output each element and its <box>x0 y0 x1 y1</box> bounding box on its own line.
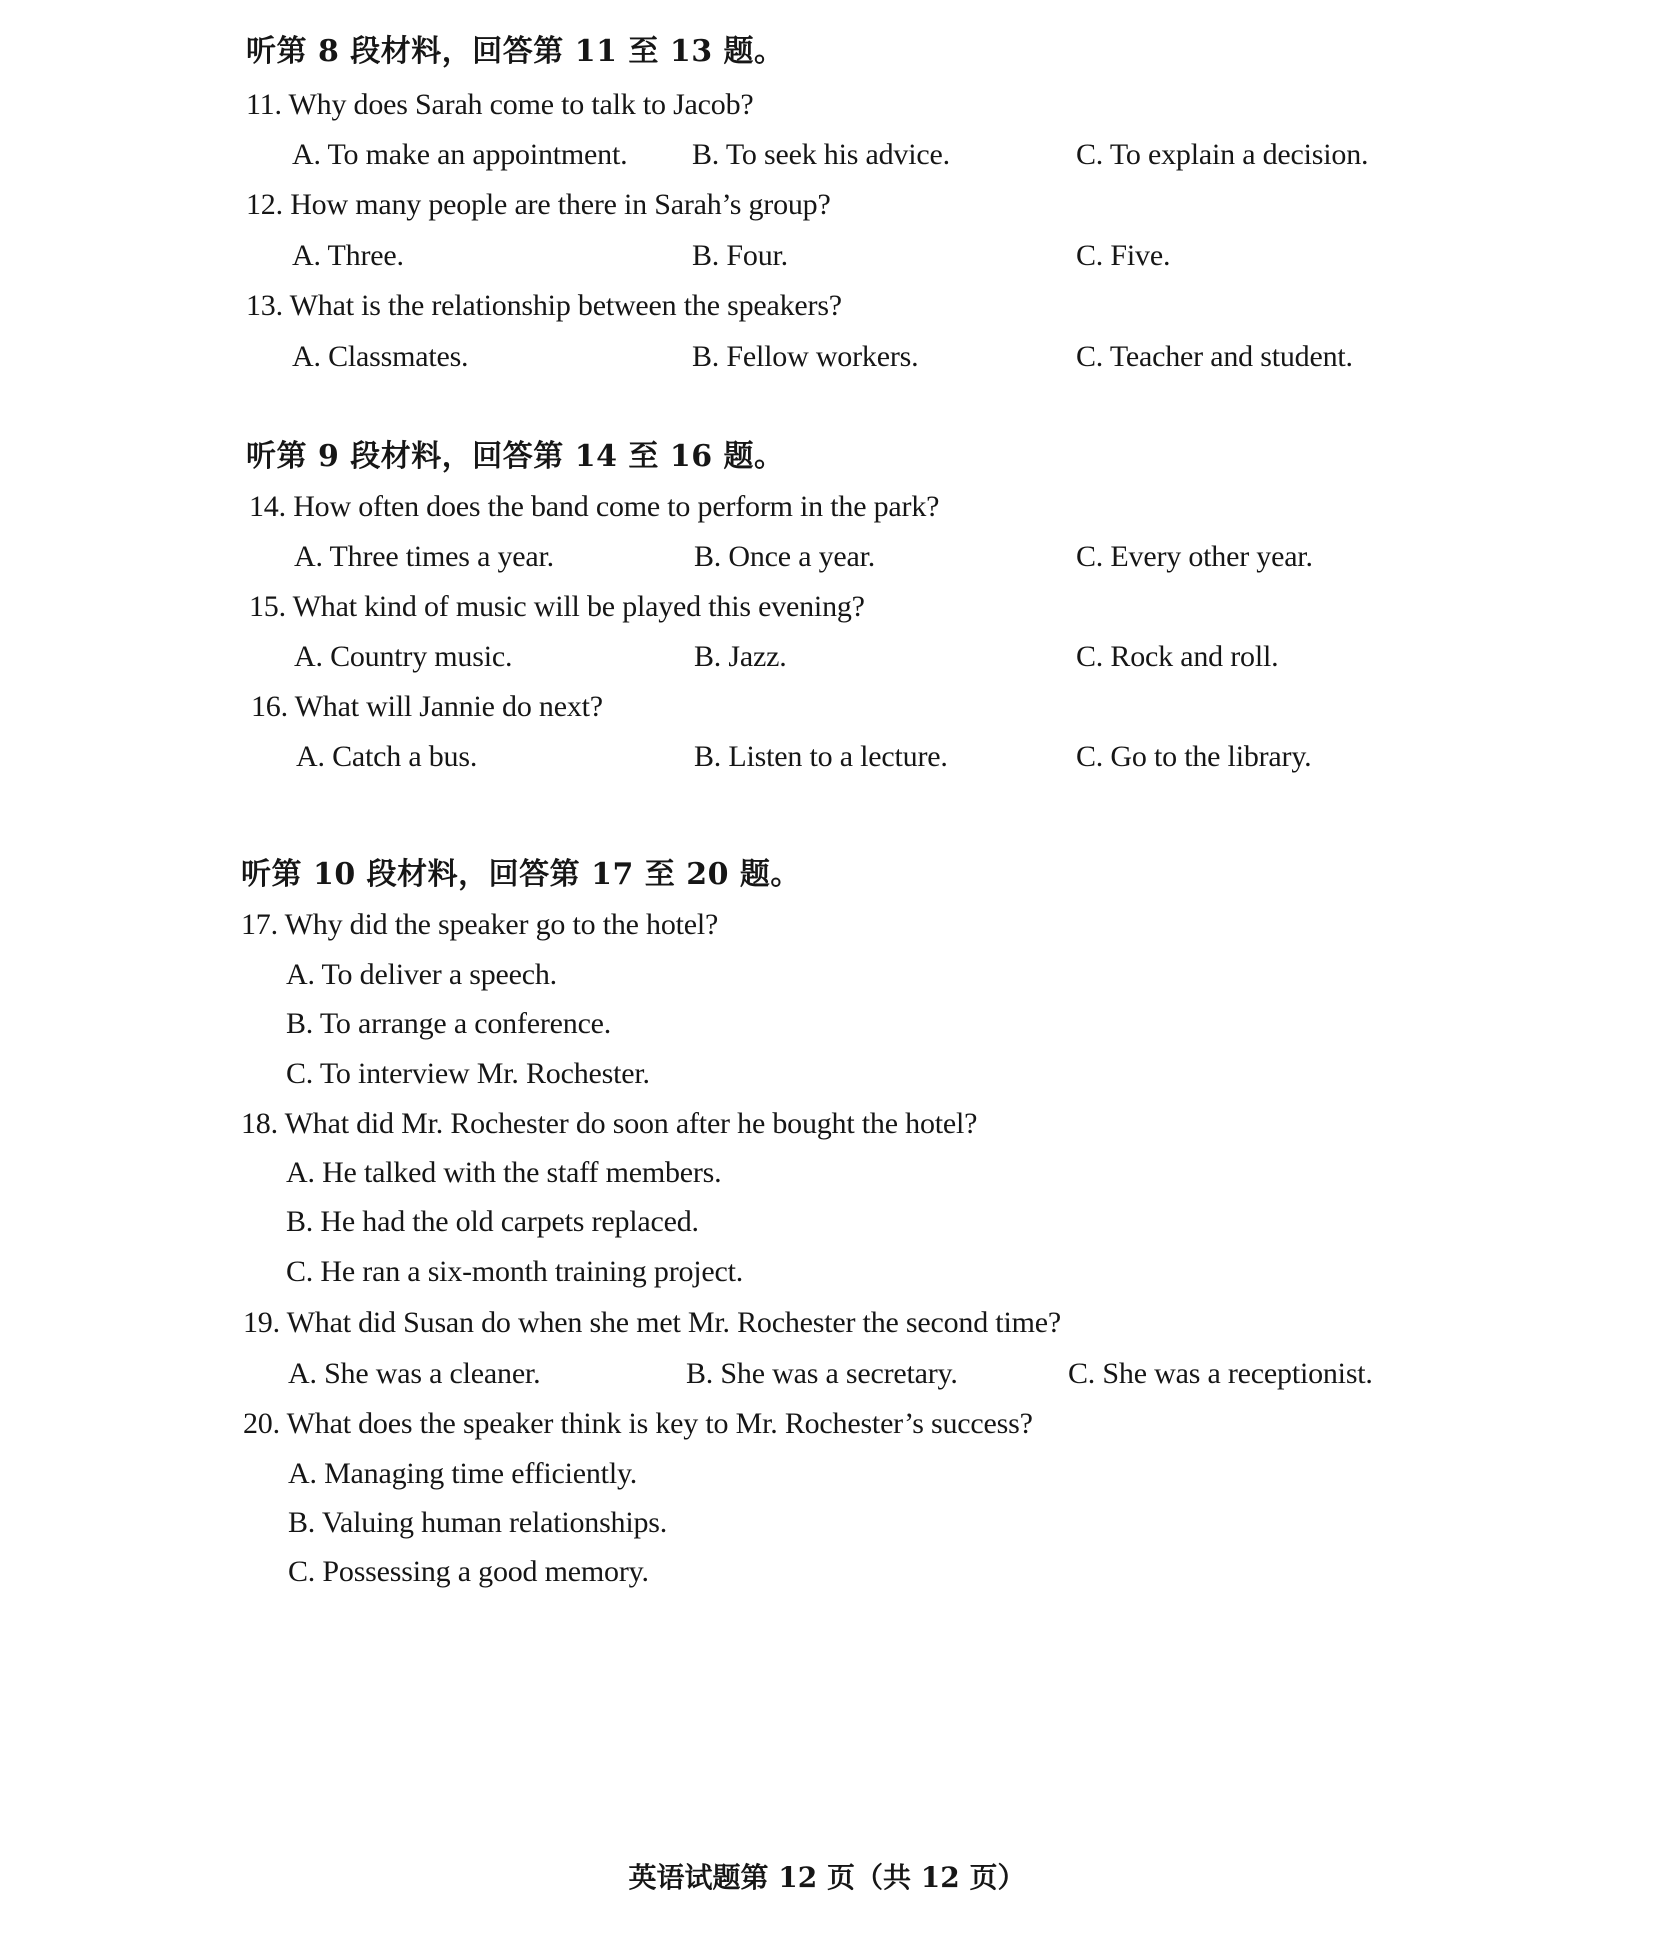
option-a: A. Catch a bus. <box>296 740 478 773</box>
question-text: 16. What will Jannie do next? <box>251 690 603 723</box>
option-b: B. Jazz. <box>694 640 787 673</box>
option-b: B. To arrange a conference. <box>286 1007 612 1040</box>
option-c: C. Go to the library. <box>1076 740 1312 773</box>
option-b: B. To seek his advice. <box>692 138 950 171</box>
question-text: 20. What does the speaker think is key to Mr. Rochester’s success? <box>243 1407 1033 1440</box>
section-heading: 听第 9 段材料，回答第 14 至 16 题。 <box>246 439 785 474</box>
question-text: 12. How many people are there in Sarah’s group? <box>246 188 831 221</box>
question-text: 17. Why did the speaker go to the hotel? <box>241 908 719 941</box>
option-b: B. Once a year. <box>694 540 876 573</box>
option-a: A. To make an appointment. <box>292 138 628 171</box>
option-b: B. He had the old carpets replaced. <box>286 1205 699 1238</box>
option-a: A. Country music. <box>294 640 513 673</box>
option-a: A. Managing time efficiently. <box>288 1457 638 1490</box>
option-c: C. Rock and roll. <box>1076 640 1279 673</box>
option-c: C. She was a receptionist. <box>1068 1357 1373 1390</box>
option-b: B. Fellow workers. <box>692 340 919 373</box>
question-text: 19. What did Susan do when she met Mr. Rochester the second time? <box>243 1306 1061 1339</box>
option-c: C. To interview Mr. Rochester. <box>286 1057 650 1090</box>
option-b: B. Valuing human relationships. <box>288 1506 668 1539</box>
option-c: C. To explain a decision. <box>1076 138 1369 171</box>
option-c: C. Every other year. <box>1076 540 1313 573</box>
option-a: A. She was a cleaner. <box>288 1357 541 1390</box>
option-a: A. Three. <box>292 239 404 272</box>
question-text: 11. Why does Sarah come to talk to Jacob? <box>246 88 754 121</box>
question-text: 18. What did Mr. Rochester do soon after he bought the hotel? <box>241 1107 978 1140</box>
option-b: B. Four. <box>692 239 788 272</box>
section-heading: 听第 10 段材料，回答第 17 至 20 题。 <box>241 857 801 892</box>
option-c: C. Five. <box>1076 239 1171 272</box>
option-b: B. She was a secretary. <box>686 1357 958 1390</box>
question-text: 14. How often does the band come to perform in the park? <box>249 490 940 523</box>
option-a: A. He talked with the staff members. <box>286 1156 722 1189</box>
option-a: A. To deliver a speech. <box>286 958 557 991</box>
option-c: C. He ran a six-month training project. <box>286 1255 744 1288</box>
question-text: 13. What is the relationship between the speakers? <box>246 289 842 322</box>
option-c: C. Teacher and student. <box>1076 340 1353 373</box>
option-b: B. Listen to a lecture. <box>694 740 948 773</box>
section-heading: 听第 8 段材料，回答第 11 至 13 题。 <box>246 34 785 69</box>
option-a: A. Classmates. <box>292 340 469 373</box>
option-c: C. Possessing a good memory. <box>288 1555 649 1588</box>
page-footer: 英语试题第 12 页（共 12 页） <box>628 1861 1026 1894</box>
option-a: A. Three times a year. <box>294 540 554 573</box>
question-text: 15. What kind of music will be played this evening? <box>249 590 865 623</box>
